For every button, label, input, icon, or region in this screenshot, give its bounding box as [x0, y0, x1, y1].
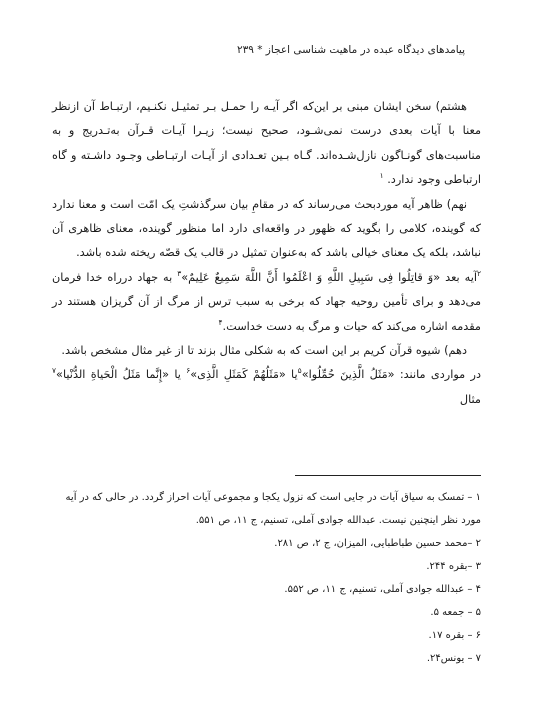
footnote-item: ۲ –محمد حسین طباطبایی، المیزان، ج ۲، ص ۲۸۱. [274, 538, 481, 549]
running-header: پیامدهای دیدگاه عبده در ماهیت شناسی اعجاز * ۲۳۹ [236, 44, 465, 56]
main-text [52, 95, 481, 412]
footnote-ref[interactable]: ۶ [186, 366, 191, 376]
footnote-ref[interactable]: ۴ [218, 317, 223, 327]
footnote-ref[interactable]: ۵ [297, 366, 302, 376]
paragraph-text: به جهاد درراه خدا فرمان می‌دهد و برای تأمین روحیه جهاد که برخی به سبب ترس از مرگ از آن گریزان هستند در مقدمه اشاره می‌کند که حیات و مرگ به دست خداست. [52, 270, 481, 333]
verse-quote: در مواردی مانند: «مَثَلُ الَّذِینَ حُمِّلُوا» [301, 368, 481, 382]
footnote-item: ۳ –بقره ۲۴۴. [426, 561, 481, 572]
footnote-ref[interactable]: ۲ [476, 269, 482, 279]
paragraph-text: مثال [459, 392, 481, 406]
verse-quote: یا «مَثَلُهُمْ کَمَثَلِ الَّذِی» [190, 368, 298, 382]
paragraph-examples [52, 363, 481, 412]
footnote-item: ۷ – یونس۲۴. [426, 653, 481, 664]
paragraph-ninth [52, 193, 481, 266]
paragraph-next-verse [52, 266, 481, 339]
footnote-ref[interactable]: ۷ [52, 366, 57, 376]
paragraph-text: هشتم) سخن ایشان مبنی بر این‌که اگر آیـه را حمـل بـر تمثیـل نکنـیم، ارتبـاط آن ازنظر معنا با آیات بعدی درست نمی‌شـود، صحیح نیست؛ زیـرا آیـات قـرآن به‌تـدریج و به مناسبت‌های گونـاگون نازل‌شـده‌اند. گـاه بـین تعـدادی از آیـات ارتبـاطی وجـود داشـته و گاه ارتباطی وجود ندارد. [52, 100, 481, 187]
footnote-item: ۴ – عبدالله جوادی آملی، تسنیم، ج ۱۱، ص ۵۵۲. [284, 584, 481, 595]
footnote-item: ۱ – تمسک به سیاق آیات در جایی است که نزول یکجا و مجموعی آیات احراز گردد. در حالی که در آیه مورد نظر اینچنین نیست. عبدالله جوادی آملی، تسنیم، ج ۱۱، ص ۵۵۱. [65, 492, 481, 526]
footnotes [52, 486, 481, 670]
paragraph-tenth [52, 339, 481, 363]
footnote-item: ۶ – بقره ۱۷. [428, 630, 481, 641]
paragraph-text: دهم) شیوه قرآن کریم بر این است که به شکلی مثال بزند تا از غیر مثال مشخص باشد. [61, 344, 467, 358]
footnote-ref[interactable]: ۱ [379, 171, 384, 181]
paragraph-eighth [52, 95, 481, 193]
footnote-ref[interactable]: ۳ [177, 269, 182, 279]
verse-quote: آیه بعد «وَ قاتِلُوا فِی سَبِیلِ اللَّهِ وَ اعْلَمُوا أَنَّ اللَّهَ سَمِیعٌ عَلِیمٌ» [181, 270, 477, 284]
verse-quote: یا «إِنَّما مَثَلُ الْحَیاةِ الدُّنْیا» [56, 368, 187, 382]
footnote-divider [295, 475, 481, 476]
paragraph-text: نهم) ظاهر آیه موردبحث می‌رساند که در مقامِ بیان سرگذشتِ یک امّت است و معنا ندارد که گوینده، کلامی را بگوید که ظهور در واقعه‌ای دارد اما منظور گوینده، معنای ظاهری آن نباشد، بلکه یک معنای خیالی باشد که به‌عنوان تمثیل در قالب یک قصّه ریخته شده باشد. [52, 197, 481, 260]
footnote-item: ۵ – جمعه ۵. [430, 607, 481, 618]
